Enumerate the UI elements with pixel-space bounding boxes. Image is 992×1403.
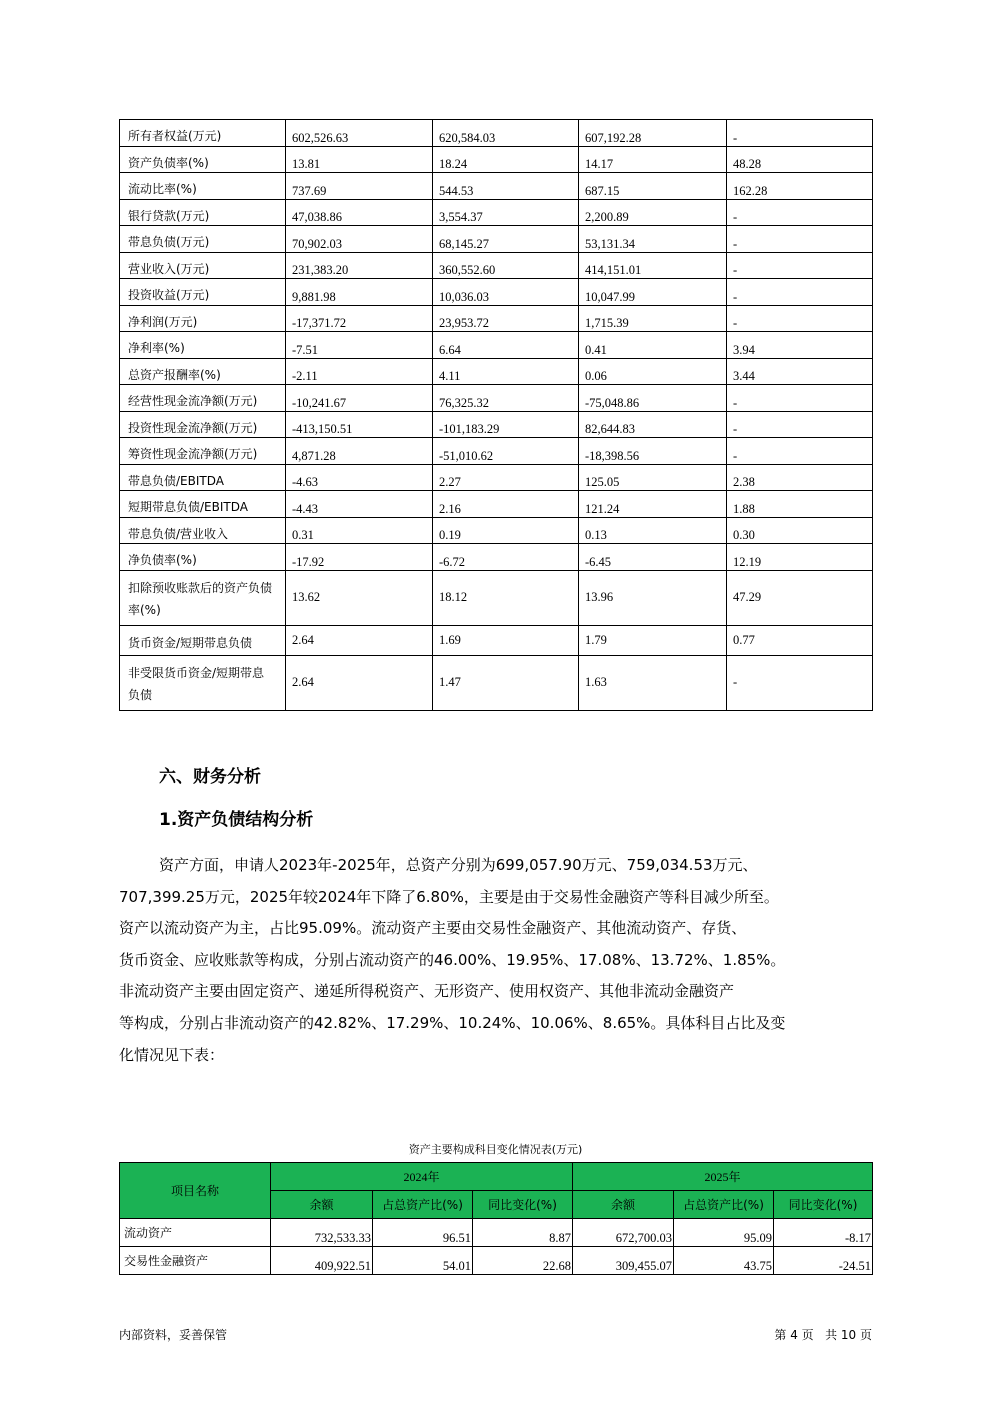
table-row <box>120 358 873 385</box>
metric-value: - <box>727 252 873 279</box>
metric-value: 2.64 <box>286 625 433 655</box>
metric-value: 4,871.28 <box>286 438 433 465</box>
metric-value: 1,715.39 <box>579 305 727 332</box>
metric-label: 带息负债(万元) <box>120 226 286 253</box>
metric-value: 2.64 <box>286 655 433 710</box>
metric-label-line: 非受限货币资金/短期带息 <box>128 665 265 680</box>
metric-value: 607,192.28 <box>579 120 727 147</box>
table-row <box>120 252 873 279</box>
cell-balance-2024: 409,922.51 <box>271 1247 373 1275</box>
metric-value: 3,554.37 <box>433 199 579 226</box>
table-row <box>120 544 873 571</box>
paragraph-line: 等构成，分别占非流动资产的42.82%、17.29%、10.24%、10.06%、8.65%。具体科目占比及变 <box>119 1013 786 1032</box>
metric-value: 13.62 <box>286 570 433 625</box>
metric-value: 0.30 <box>727 517 873 544</box>
header-share: 占总资产比(%) <box>674 1191 774 1219</box>
footer-confidential-note: 内部资料，妥善保管 <box>119 1328 228 1342</box>
table-row <box>120 655 873 710</box>
table-row <box>120 1219 873 1247</box>
cell-balance-2025: 672,700.03 <box>573 1219 674 1247</box>
metric-value: 6.64 <box>433 332 579 359</box>
metric-value: 2.16 <box>433 491 579 518</box>
metric-value: 125.05 <box>579 464 727 491</box>
metric-label: 净利率(%) <box>120 332 286 359</box>
metric-value: - <box>727 226 873 253</box>
metric-label: 经营性现金流净额(万元) <box>120 385 286 412</box>
metric-value: -4.43 <box>286 491 433 518</box>
metric-value: -2.11 <box>286 358 433 385</box>
metric-value: 47,038.86 <box>286 199 433 226</box>
metric-value: 1.79 <box>579 625 727 655</box>
table-row <box>120 1247 873 1275</box>
metric-value: 9,881.98 <box>286 279 433 306</box>
metric-value: 360,552.60 <box>433 252 579 279</box>
table-row <box>120 385 873 412</box>
asset-structure-table <box>119 1162 873 1275</box>
table-row <box>120 517 873 544</box>
table-row <box>120 199 873 226</box>
metric-value: 1.88 <box>727 491 873 518</box>
metric-value: 1.47 <box>433 655 579 710</box>
metric-value: 2.38 <box>727 464 873 491</box>
metric-value: 68,145.27 <box>433 226 579 253</box>
metric-value: 0.41 <box>579 332 727 359</box>
metric-label <box>120 655 286 710</box>
metric-value: 414,151.01 <box>579 252 727 279</box>
metric-value: -51,010.62 <box>433 438 579 465</box>
row-name: 交易性金融资产 <box>120 1247 271 1275</box>
metric-label: 短期带息负债/EBITDA <box>120 491 286 518</box>
cell-yoy-2024: 8.87 <box>473 1219 573 1247</box>
metric-value: - <box>727 385 873 412</box>
metric-value: -10,241.67 <box>286 385 433 412</box>
metric-label-line: 货币资金/短期带息负债 <box>128 635 253 650</box>
metric-value: -413,150.51 <box>286 411 433 438</box>
metric-value: 48.28 <box>727 146 873 173</box>
metric-value: 0.31 <box>286 517 433 544</box>
header-year-2024: 2024年 <box>271 1163 573 1191</box>
header-balance: 余额 <box>271 1191 373 1219</box>
cell-share-2025: 43.75 <box>674 1247 774 1275</box>
metric-value: 10,036.03 <box>433 279 579 306</box>
header-year-2025: 2025年 <box>573 1163 873 1191</box>
metric-value: 13.81 <box>286 146 433 173</box>
paragraph-line: 资产以流动资产为主，占比95.09%。流动资产主要由交易性金融资产、其他流动资产、存货、 <box>119 919 747 938</box>
header-yoy: 同比变化(%) <box>774 1191 873 1219</box>
metric-label: 带息负债/营业收入 <box>120 517 286 544</box>
metric-value: 544.53 <box>433 173 579 200</box>
metric-value: -17.92 <box>286 544 433 571</box>
paragraph-line: 资产方面，申请人2023年-2025年，总资产分别为699,057.90万元、759,034.53万元、 <box>159 856 758 874</box>
table-row <box>120 411 873 438</box>
table-row <box>120 491 873 518</box>
cell-balance-2025: 309,455.07 <box>573 1247 674 1275</box>
analysis-paragraph <box>119 850 875 1071</box>
metric-label: 资产负债率(%) <box>120 146 286 173</box>
metric-value: - <box>727 411 873 438</box>
metrics-table-body <box>120 120 873 711</box>
metric-value: 620,584.03 <box>433 120 579 147</box>
paragraph-line: 货币资金、应收账款等构成，分别占流动资产的46.00%、19.95%、17.08%、13.72%、1.85%。 <box>119 950 786 969</box>
metric-value: 0.19 <box>433 517 579 544</box>
metric-value: 18.12 <box>433 570 579 625</box>
metric-value: -7.51 <box>286 332 433 359</box>
metric-value: 18.24 <box>433 146 579 173</box>
metric-value: 14.17 <box>579 146 727 173</box>
metric-label <box>120 570 286 625</box>
metric-value: 47.29 <box>727 570 873 625</box>
metric-value: 4.11 <box>433 358 579 385</box>
metric-value: 70,902.03 <box>286 226 433 253</box>
row-name: 流动资产 <box>120 1219 271 1247</box>
table-row <box>120 570 873 625</box>
metric-label-line: 负债 <box>128 687 153 702</box>
header-share: 占总资产比(%) <box>373 1191 473 1219</box>
metric-value: - <box>727 305 873 332</box>
metric-value: 0.77 <box>727 625 873 655</box>
metric-label: 投资性现金流净额(万元) <box>120 411 286 438</box>
metric-label: 净利润(万元) <box>120 305 286 332</box>
paragraph-line: 非流动资产主要由固定资产、递延所得税资产、无形资产、使用权资产、其他非流动金融资产 <box>119 982 735 1001</box>
metric-label: 净负债率(%) <box>120 544 286 571</box>
cell-yoy-2025: -24.51 <box>774 1247 873 1275</box>
metric-value: 602,526.63 <box>286 120 433 147</box>
metric-value: 13.96 <box>579 570 727 625</box>
metric-value: 231,383.20 <box>286 252 433 279</box>
metric-value: 82,644.83 <box>579 411 727 438</box>
subsection-title: 1.资产负债结构分析 <box>159 810 314 830</box>
table-row <box>120 146 873 173</box>
metric-value: 3.44 <box>727 358 873 385</box>
metric-value: -18,398.56 <box>579 438 727 465</box>
cell-yoy-2024: 22.68 <box>473 1247 573 1275</box>
metric-label: 营业收入(万元) <box>120 252 286 279</box>
metric-value: -6.45 <box>579 544 727 571</box>
header-item-name: 项目名称 <box>120 1163 271 1219</box>
footer-page-number: 第 4 页 共 10 页 <box>774 1328 872 1342</box>
table-row <box>120 332 873 359</box>
metric-value: 162.28 <box>727 173 873 200</box>
table-row <box>120 279 873 306</box>
metric-label: 所有者权益(万元) <box>120 120 286 147</box>
metric-value: 121.24 <box>579 491 727 518</box>
metric-value: 10,047.99 <box>579 279 727 306</box>
metric-label-line: 率(%) <box>128 602 161 617</box>
metric-value: 0.06 <box>579 358 727 385</box>
metric-label: 投资收益(万元) <box>120 279 286 306</box>
metric-label: 银行贷款(万元) <box>120 199 286 226</box>
table-row <box>120 438 873 465</box>
financial-metrics-table <box>119 119 873 711</box>
table-row <box>120 625 873 655</box>
cell-balance-2024: 732,533.33 <box>271 1219 373 1247</box>
table-row <box>120 464 873 491</box>
cell-share-2024: 96.51 <box>373 1219 473 1247</box>
table-caption: 资产主要构成科目变化情况表(万元) <box>408 1143 583 1156</box>
metric-value: 687.15 <box>579 173 727 200</box>
table-row <box>120 226 873 253</box>
paragraph-line: 化情况见下表： <box>119 1045 225 1064</box>
table-row <box>120 120 873 147</box>
metric-value: 53,131.34 <box>579 226 727 253</box>
metric-value: - <box>727 199 873 226</box>
metric-label-line: 扣除预收账款后的资产负债 <box>128 580 273 595</box>
table-row <box>120 173 873 200</box>
metric-value: 3.94 <box>727 332 873 359</box>
metric-label: 总资产报酬率(%) <box>120 358 286 385</box>
metric-label <box>120 625 286 655</box>
metric-value: - <box>727 120 873 147</box>
metric-value: -6.72 <box>433 544 579 571</box>
metric-value: -101,183.29 <box>433 411 579 438</box>
metric-value: -17,371.72 <box>286 305 433 332</box>
metric-label: 带息负债/EBITDA <box>120 464 286 491</box>
metric-value: -75,048.86 <box>579 385 727 412</box>
metric-value: 2.27 <box>433 464 579 491</box>
metric-value: - <box>727 438 873 465</box>
metric-value: 12.19 <box>727 544 873 571</box>
cell-share-2025: 95.09 <box>674 1219 774 1247</box>
metric-value: 737.69 <box>286 173 433 200</box>
paragraph-line: 707,399.25万元，2025年较2024年下降了6.80%，主要是由于交易性金融资产等科目减少所至。 <box>119 887 779 906</box>
metric-value: 2,200.89 <box>579 199 727 226</box>
cell-share-2024: 54.01 <box>373 1247 473 1275</box>
header-balance: 余额 <box>573 1191 674 1219</box>
cell-yoy-2025: -8.17 <box>774 1219 873 1247</box>
header-yoy: 同比变化(%) <box>473 1191 573 1219</box>
section-title: 六、财务分析 <box>159 767 261 787</box>
metric-value: 76,325.32 <box>433 385 579 412</box>
table-row <box>120 305 873 332</box>
metric-value: - <box>727 655 873 710</box>
metric-value: - <box>727 279 873 306</box>
metric-value: 1.63 <box>579 655 727 710</box>
metric-label: 流动比率(%) <box>120 173 286 200</box>
metric-label: 筹资性现金流净额(万元) <box>120 438 286 465</box>
metric-value: 23,953.72 <box>433 305 579 332</box>
metric-value: -4.63 <box>286 464 433 491</box>
metric-value: 0.13 <box>579 517 727 544</box>
metric-value: 1.69 <box>433 625 579 655</box>
